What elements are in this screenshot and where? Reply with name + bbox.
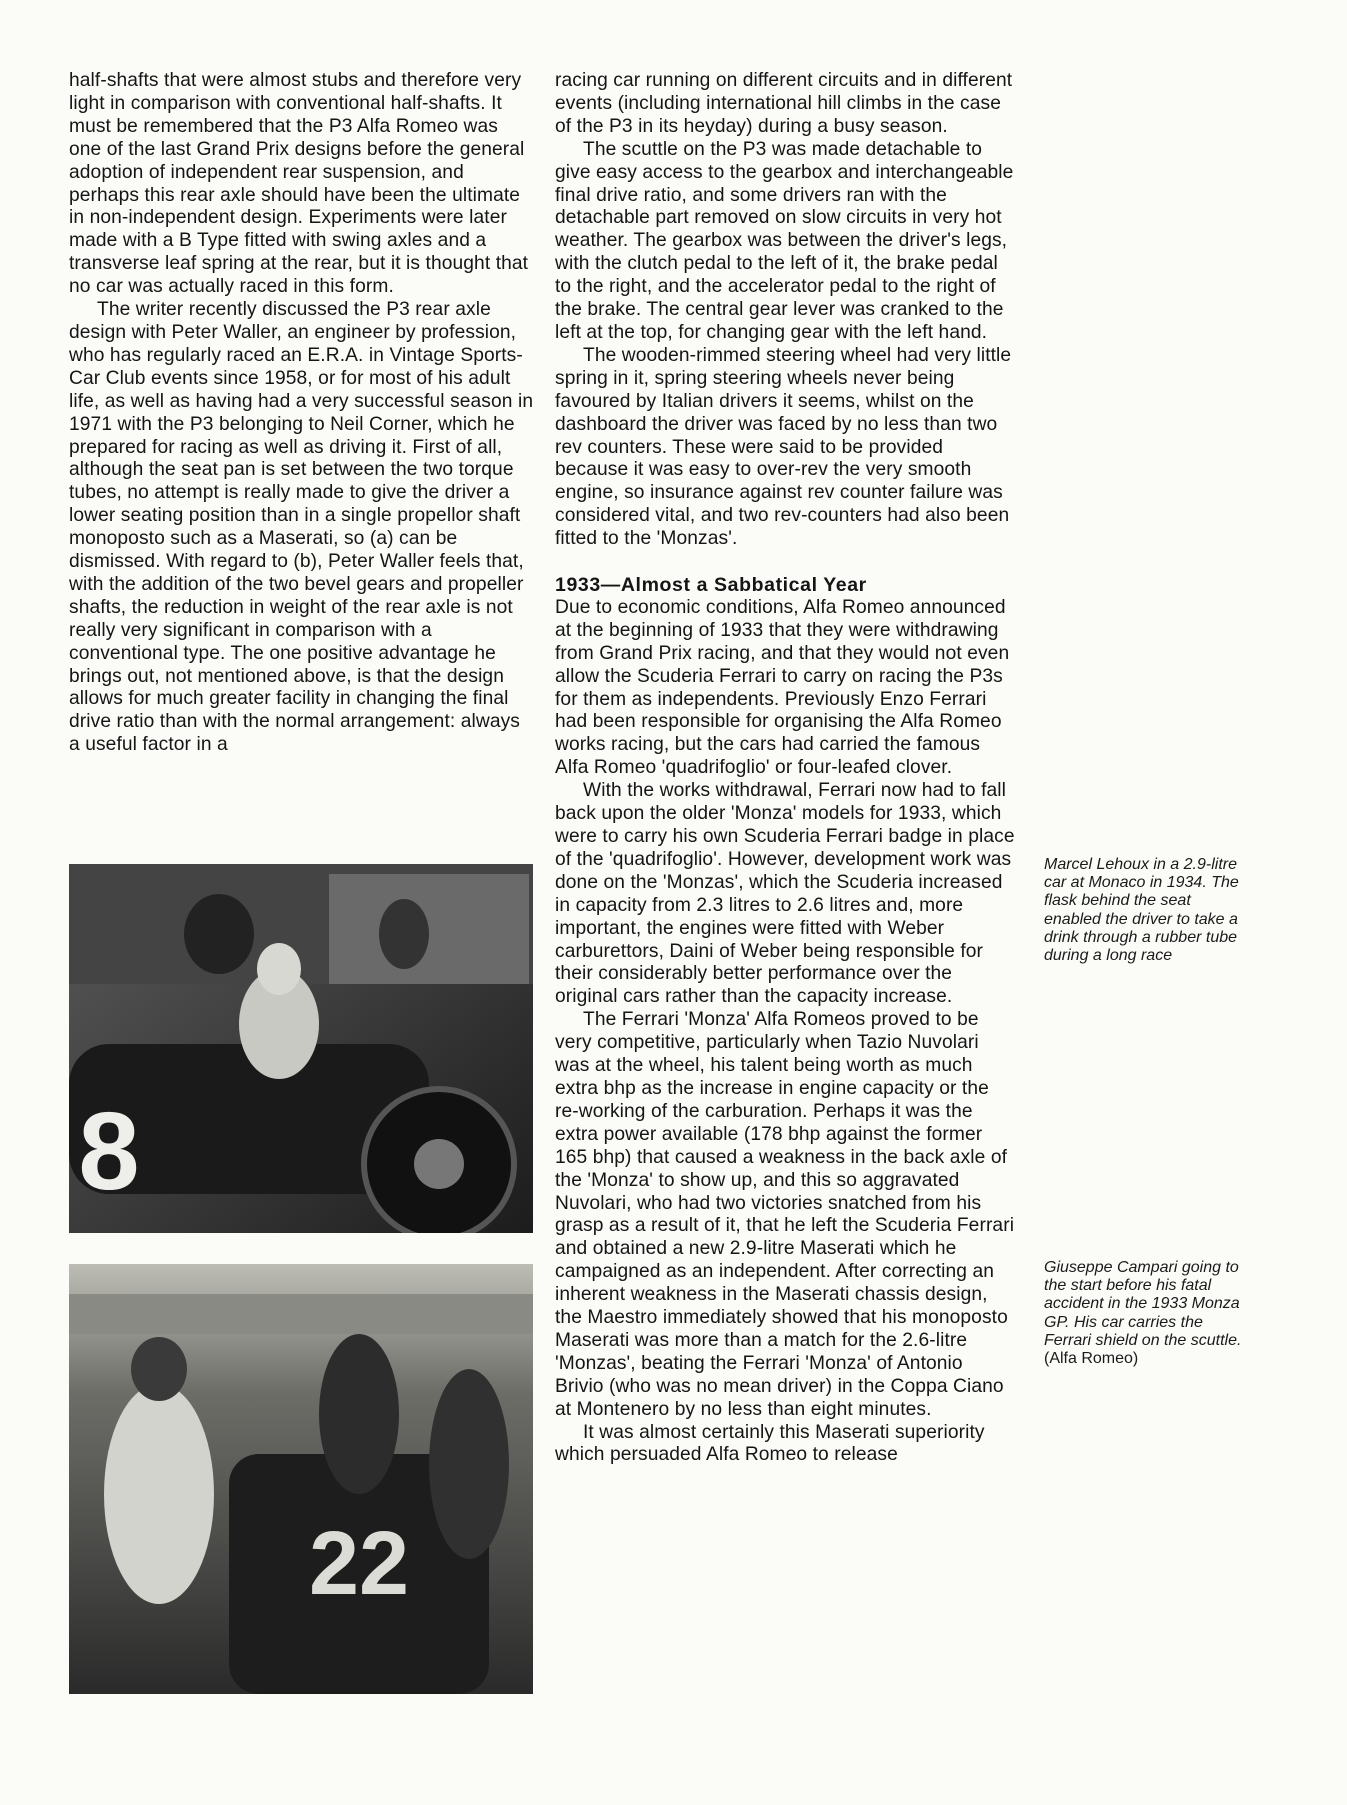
photo-car-number: 22 — [308, 1514, 410, 1614]
photo-car-number: 8 — [78, 1090, 140, 1213]
right-paragraph-7: It was almost certainly this Maserati superiority which persuaded Alfa Romeo to release — [555, 1421, 985, 1466]
left-text-column — [69, 70, 534, 757]
photo-credit: (Alfa Romeo) — [1044, 1350, 1139, 1368]
right-paragraph-4: Due to economic conditions, Alfa Romeo announced at the beginning of 1933 that they were withdrawing from Grand Prix racing, and that they would not even allow the Scuderia Ferrari to carry on racing the P3s for them as independents. Previously Enzo Ferrari had been responsible for organising the Alfa Romeo works racing, but the cars had carried the famous Alfa Romeo 'quadrifoglio' or four-leafed clover. — [555, 596, 1010, 779]
right-paragraph-5: With the works withdrawal, Ferrari now had to fall back upon the older 'Monza' models for 1933, which were to carry his own Scuderia Ferrari badge in place of the 'quadrifoglio'. However, development work was done on the 'Monzas', which the Scuderia increased in capacity from 2.3 litres to 2.6 litres and, more important, the engines were fitted with Weber carburettors, Daini of Weber being responsible for their considerably better performance over the original cars rather than the capacity increase. — [555, 780, 1015, 1008]
left-paragraph-1: half-shafts that were almost stubs and therefore very light in comparison with conventional half-shafts. It must be remembered that the P3 Alfa Romeo was one of the last Grand Prix designs before the general adoption of independent rear suspension, and perhaps this rear axle should have been the ultimate in non-independent design. Experiments were later made with a B Type fitted with swing axles and a transverse leaf spring at the rear, but it is thought that no car was actually raced in this form. — [69, 70, 529, 298]
right-paragraph-2: The scuttle on the P3 was made detachable to give easy access to the gearbox and interchangeable final drive ratio, and some drivers ran with the detachable part removed on slow circuits in very hot weather. The gearbox was between the driver's legs, with the clutch pedal to the left of it, the brake pedal to the right, and the accelerator pedal to the right of the brake. The central gear lever was cranked to the left at the top, for changing gear with the left hand. — [555, 138, 1014, 343]
right-text-column — [555, 70, 1015, 1467]
caption-text: Marcel Lehoux in a 2.9-litre car at Monaco in 1934. The flask behind the seat enabled the driver to take a drink through a rubber tube during a long race — [1044, 856, 1239, 965]
photo-campari-car — [69, 1264, 533, 1694]
photo-lehoux-car — [69, 864, 533, 1233]
photo-caption-2 — [1044, 1259, 1244, 1368]
photo-caption-1 — [1044, 856, 1244, 965]
section-heading: 1933—Almost a Sabbatical Year — [555, 574, 867, 597]
right-paragraph-1: racing car running on different circuits and in different events (including international hill climbs in the case of the P3 in its heyday) during a busy season. — [555, 70, 1013, 137]
caption-text: Giuseppe Campari going to the start before his fatal accident in the 1933 Monza GP. His car carries the Ferrari shield on the scuttle. — [1044, 1259, 1242, 1349]
right-paragraph-6: The Ferrari 'Monza' Alfa Romeos proved to be very competitive, particularly when Tazio Nuvolari was at the wheel, his talent being worth as much extra bhp as the increase in engine capacity or the re-working of the carburation. Perhaps it was the extra power available (178 bhp against the former 165 bhp) that caused a weakness in the back axle of the 'Monza' to show up, and this so aggravated Nuvolari, who had two victories snatched from his grasp as a result of it, that he left the Scuderia Ferrari and obtained a new 2.9-litre Maserati which he campaigned as an independent. After correcting an inherent weakness in the Maserati chassis design, the Maestro immediately showed that his monoposto Maserati was more than a match for the 2.6-litre 'Monzas', beating the Ferrari 'Monza' of Antonio Brivio (who was no mean driver) in the Coppa Ciano at Montenero by no less than eight minutes. — [555, 1009, 1015, 1420]
right-paragraph-3: The wooden-rimmed steering wheel had very little spring in it, spring steering wheels never being favoured by Italian drivers it seems, whilst on the dashboard the driver was faced by no less than two rev counters. These were said to be provided because it was easy to over-rev the very smooth engine, so insurance against rev counter failure was considered vital, and two rev-counters had also been fitted to the 'Monzas'. — [555, 344, 1012, 550]
left-paragraph-2: The writer recently discussed the P3 rear axle design with Peter Waller, an engineer by profession, who has regularly raced an E.R.A. in Vintage Sports-Car Club events since 1958, or for most of his adult life, as well as having had a very successful season in 1971 with the P3 belonging to Neil Corner, which he prepared for racing as well as driving it. First of all, although the seat pan is set between the two torque tubes, no attempt is really made to give the driver a lower seating position than in a single propellor shaft monoposto such as a Maserati, so (a) can be dismissed. With regard to (b), Peter Waller feels that, with the addition of the two bevel gears and propeller shafts, the reduction in weight of the rear axle is not really very significant in comparison with a conventional type. The one positive advantage he brings out, not mentioned above, is that the design allows for much greater facility in changing the final drive ratio than with the normal arrangement: always a useful factor in a — [69, 299, 534, 756]
